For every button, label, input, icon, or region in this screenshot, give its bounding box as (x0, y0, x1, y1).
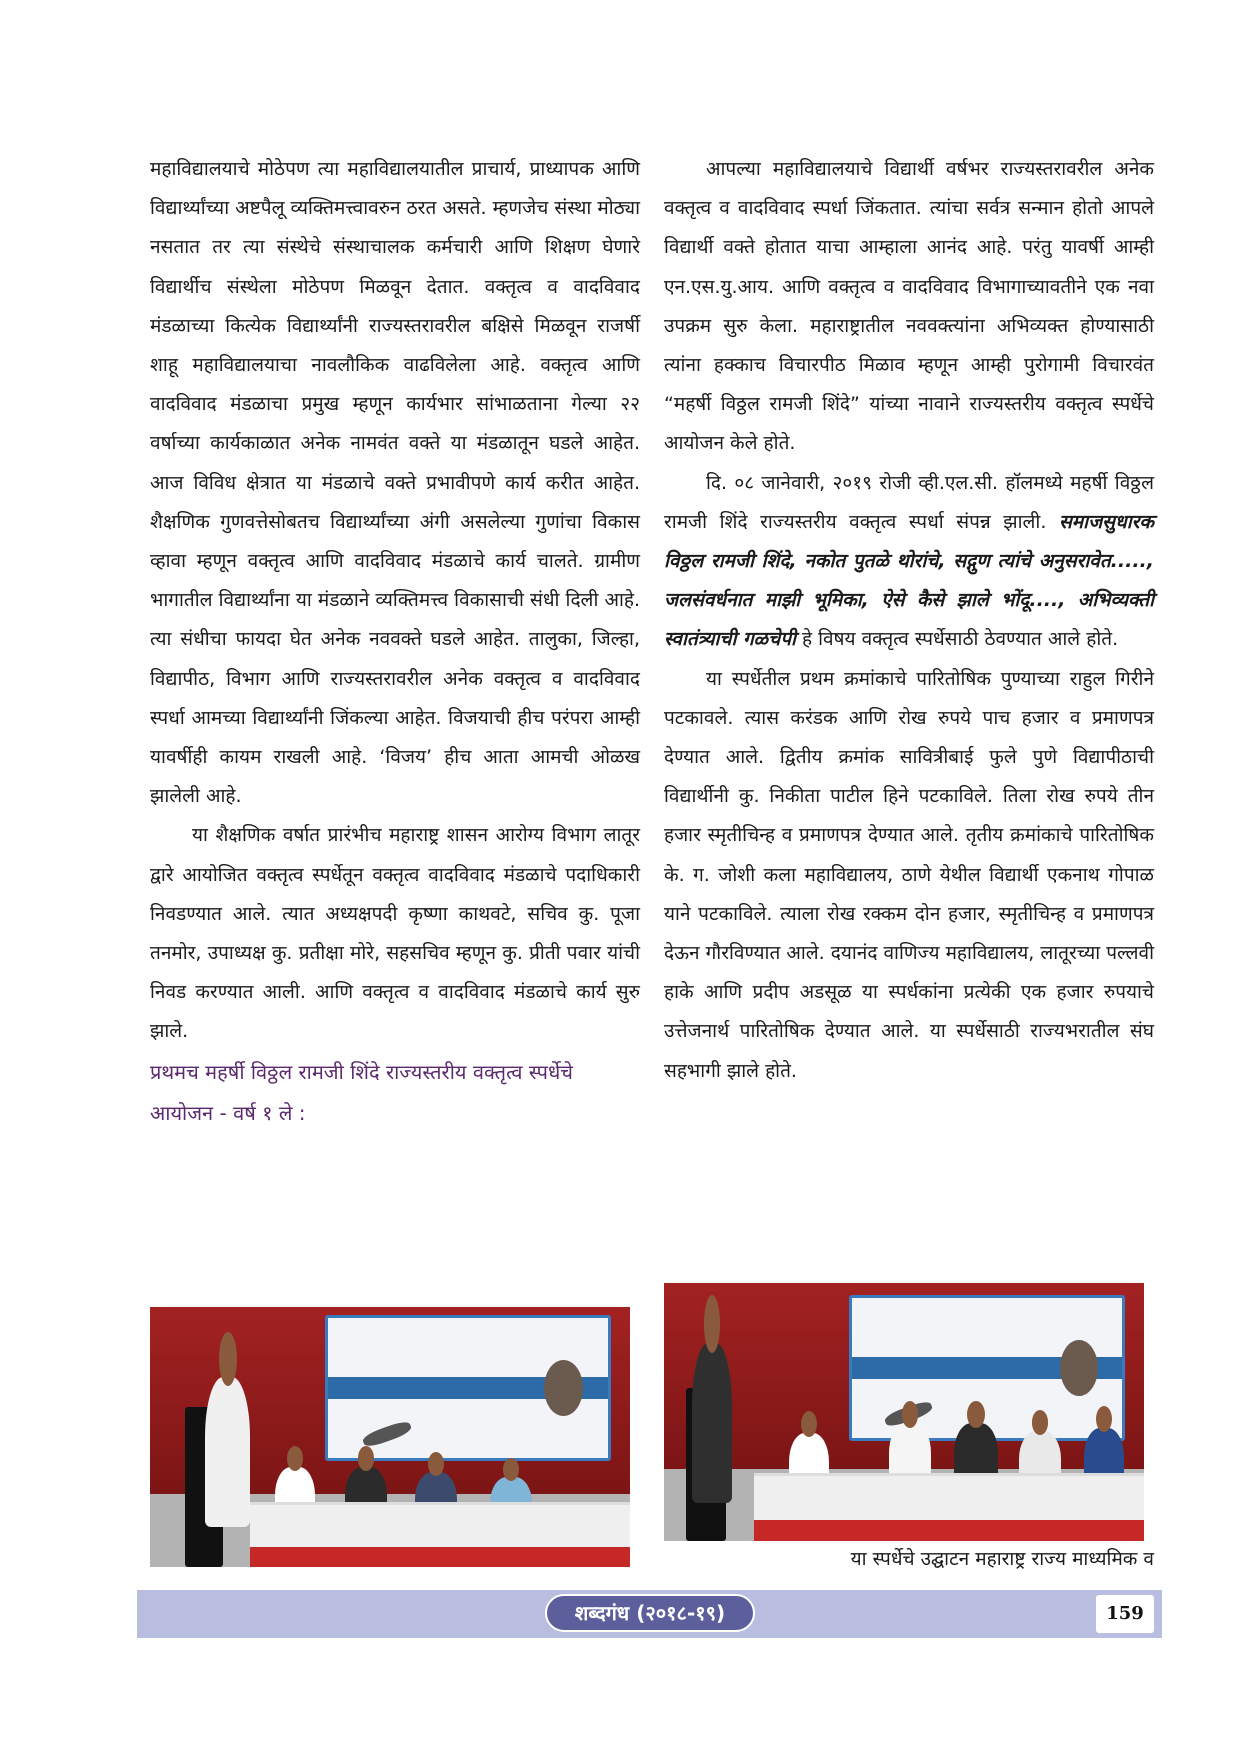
stage-table (250, 1502, 630, 1567)
left-paragraph-1: महाविद्यालयाचे मोठेपण त्या महाविद्यालयातील प्राचार्य, प्राध्यापक आणि विद्यार्थ्यांच्या अष्टपैलू व्यक्तिमत्त्वावरुन ठरत असते. म्हणजेच संस्था मोठ्या नसतात तर त्या संस्थेचे संस्थाचालक कर्मचारी आणि शिक्षण घेणारे विद्यार्थीच संस्थेला मोठेपण मिळवून देतात. वक्तृत्व व वादविवाद मंडळाच्या कित्येक विद्यार्थ्यांनी राज्यस्तरावरील बक्षिसे मिळवून राजर्षी शाहू महाविद्यालयाचा नावलौकिक वाढविलेला आहे. वक्तृत्व आणि वादविवाद मंडळाचा प्रमुख म्हणून कार्यभार सांभाळताना गेल्या २२ वर्षाच्या कार्यकाळात अनेक नामवंत वक्ते या मंडळातून घडले आहेत. आज विविध क्षेत्रात या मंडळाचे वक्ते प्रभावीपणे कार्य करीत आहेत. शैक्षणिक गुणवत्तेसोबतच विद्यार्थ्यांच्या अंगी असलेल्या गुणांचा विकास व्हावा म्हणून वक्तृत्व आणि वादविवाद मंडळाचे कार्य चालते. ग्रामीण भागातील विद्यार्थ्यांना या मंडळाने व्यक्तिमत्त्व विकासाची संधी दिली आहे. त्या संधीचा फायदा घेत अनेक नववक्ते घडले आहेत. तालुका, जिल्हा, विद्यापीठ, विभाग आणि राज्यस्तरावरील अनेक वक्तृत्व व वादविवाद स्पर्धा आमच्या विद्यार्थ्यांनी जिंकल्या आहेत. विजयाची हीच परंपरा आम्ही यावर्षीही कायम राखली आहे. ‘विजय’ हीच आता आमची ओळख झालेली आहे. (150, 158, 640, 808)
event-banner (325, 1315, 611, 1461)
stage-table (754, 1473, 1144, 1541)
right-paragraph-2 (664, 464, 1154, 660)
microphone-graphic (361, 1419, 413, 1449)
magazine-title: शब्दगंध (२०१८-१९) (545, 1594, 755, 1632)
section-heading: प्रथमच महर्षी विठ्ठल रामजी शिंदे राज्यस्तरीय वक्तृत्व स्पर्धेचे आयोजन - वर्ष १ ले : (150, 1059, 574, 1125)
right-paragraph-3: या स्पर्धेतील प्रथम क्रमांकाचे पारितोषिक पुण्याच्या राहुल गिरीने पटकावले. त्यास करंडक आणि रोख रुपये पाच हजार व प्रमाणपत्र देण्यात आले. द्वितीय क्रमांक सावित्रीबाई फुले पुणे विद्यापीठाची विद्यार्थीनी कु. निकीता पाटील हिने पटकाविले. तिला रोख रुपये तीन हजार स्मृतीचिन्ह व प्रमाणपत्र देण्यात आले. तृतीय क्रमांकाचे पारितोषिक के. ग. जोशी कला महाविद्यालय, ठाणे येथील विद्यार्थी एकनाथ गोपाळ याने पटकाविले. त्याला रोख रक्कम दोन हजार, स्मृतीचिन्ह व प्रमाणपत्र देऊन गौरविण्यात आले. दयानंद वाणिज्य महाविद्यालय, लातूरच्या पल्लवी हाके आणि प्रदीप अडसूळ या स्पर्धकांना प्रत्येकी एक हजार रुपयाचे उत्तेजनार्थ पारितोषिक देण्यात आले. या स्पर्धेसाठी राज्यभरातील संघ सहभागी झाले होते. (664, 667, 1154, 1082)
portrait-image (544, 1360, 583, 1416)
right-paragraph-2-start: दि. ०८ जानेवारी, २०१९ रोजी व्ही.एल.सी. हॉलमध्ये महर्षी विठ्ठल रामजी शिंदे राज्यस्तरीय वक्तृत्व स्पर्धा संपन्न झाली. (664, 471, 1154, 533)
speech-topics: समाजसुधारक विठ्ठल रामजी शिंदे, नकोत पुतळे थोरांचे, सद्गुण त्यांचे अनुसरावेत....., जलसंवर्धनात माझी भूमिका, ऐसे कैसे झाले भोंदू...., अभिव्यक्ती स्वातंत्र्याची गळचेपी (664, 510, 1154, 651)
event-banner (849, 1295, 1125, 1441)
left-paragraph-2: या शैक्षणिक वर्षात प्रारंभीच महाराष्ट्र शासन आरोग्य विभाग लातूर द्वारे आयोजित वक्तृत्व स्पर्धेतून वक्तृत्व वादविवाद मंडळाचे पदाधिकारी निवडण्यात आले. त्यात अध्यक्षपदी कृष्णा काथवटे, सचिव कु. पूजा तनमोर, उपाध्यक्ष कु. प्रतीक्षा मोरे, सहसचिव म्हणून कु. प्रीती पवार यांची निवड करण्यात आली. आणि वक्तृत्व व वादविवाद मंडळाचे कार्य सुरु झाले. (150, 824, 640, 1043)
right-column (664, 150, 1154, 1091)
left-column (150, 150, 640, 1134)
event-photo-left (150, 1307, 630, 1567)
speaker-person (692, 1343, 732, 1503)
speaker-person (205, 1377, 250, 1527)
portrait-image (1060, 1340, 1098, 1396)
right-paragraph-1: आपल्या महाविद्यालयाचे विद्यार्थी वर्षभर राज्यस्तरावरील अनेक वक्तृत्व व वादविवाद स्पर्धा जिंकतात. त्यांचा सर्वत्र सन्मान होतो आपले विद्यार्थी वक्ते होतात याचा आम्हाला आनंद आहे. परंतु यावर्षी आम्ही एन.एस.यु.आय. आणि वक्तृत्व व वादविवाद विभागाच्यावतीने एक नवा उपक्रम सुरु केला. महाराष्ट्रातील नववक्त्यांना अभिव्यक्त होण्यासाठी त्यांना हक्काच विचारपीठ मिळाव म्हणून आम्ही पुरोगामी विचारवंत “महर्षी विठ्ठल रामजी शिंदे” यांच्या नावाने राज्यस्तरीय वक्तृत्व स्पर्धेचे आयोजन केले होते. (664, 158, 1154, 455)
page-number: 159 (1096, 1595, 1154, 1633)
photo-caption: या स्पर्धेचे उद्घाटन महाराष्ट्र राज्य माध्यमिक व (850, 1548, 1154, 1570)
page-footer (137, 1590, 1162, 1638)
right-paragraph-2-end: हे विषय वक्तृत्व स्पर्धेसाठी ठेवण्यात आले होते. (795, 628, 1119, 651)
event-photo-right (664, 1283, 1144, 1541)
